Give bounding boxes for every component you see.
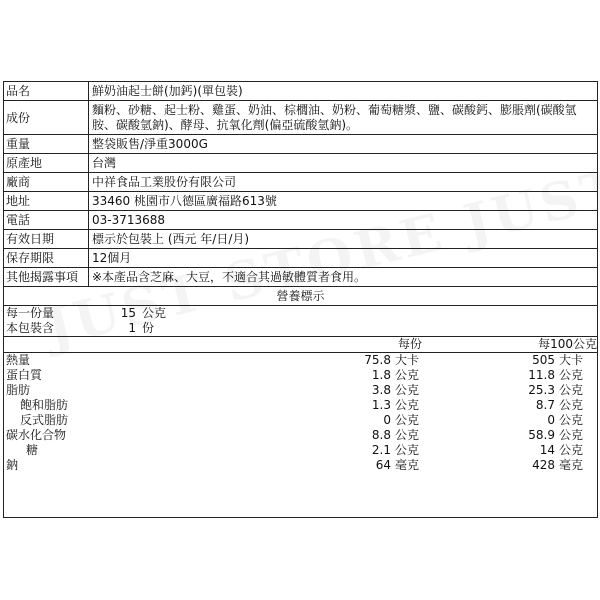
info-row-expiry (4, 230, 597, 249)
nutrient-name: 碳水化合物 (6, 428, 67, 442)
nutrient-name: 反式脂肪 (20, 413, 69, 427)
info-key: 重量 (4, 135, 89, 154)
per-serving-value: 2.1 (371, 443, 391, 457)
serving-label: 每一份量 (6, 306, 55, 320)
per-100g-unit: 公克 (559, 398, 584, 412)
per-100g-unit: 公克 (559, 443, 584, 457)
serving-info (4, 306, 597, 337)
col-per-100g: 每100公克 (538, 337, 597, 351)
info-value: 麵粉、砂糖、起士粉、雞蛋、奶油、棕櫚油、奶粉、葡萄糖漿、鹽、碳酸鈣、膨脹劑(碳酸氫胺、碳酸氫鈉)、酵母、抗氧化劑(偏亞硫酸氫鈉)。 (89, 101, 598, 135)
info-value: 整袋販售/淨重3000G (89, 135, 598, 154)
serving-size-row (6, 306, 595, 321)
nutrient-row (4, 458, 597, 473)
info-key: 電話 (4, 211, 89, 230)
per-serving-value: 1.8 (371, 368, 391, 382)
per-serving-value: 75.8 (364, 353, 391, 367)
info-value: 鮮奶油起士餅(加鈣)(單包裝) (89, 82, 598, 101)
serving-value: 15 (120, 306, 136, 320)
per-100g-value: 58.9 (528, 428, 555, 442)
info-value: 台灣 (89, 154, 598, 173)
servings-value: 1 (128, 321, 136, 335)
info-row-origin (4, 154, 597, 173)
info-value: 12個月 (89, 249, 598, 268)
per-100g-value: 11.8 (528, 368, 555, 382)
per-100g-unit: 毫克 (559, 458, 584, 472)
serving-unit: 公克 (142, 306, 167, 320)
nutrition-table (4, 337, 597, 473)
per-serving-unit: 公克 (395, 413, 420, 427)
per-serving-unit: 公克 (395, 398, 420, 412)
info-key: 成份 (4, 101, 89, 135)
nutrient-row (4, 383, 597, 398)
info-key: 廠商 (4, 173, 89, 192)
per-100g-unit: 大卡 (559, 353, 584, 367)
per-serving-value: 64 (375, 458, 391, 472)
servings-unit: 份 (142, 321, 155, 335)
info-value: 標示於包裝上 (西元 年/日/月) (89, 230, 598, 249)
col-per-serving: 每份 (397, 337, 422, 351)
per-100g-unit: 公克 (559, 368, 584, 382)
per-100g-unit: 公克 (559, 428, 584, 442)
nutrient-row (4, 428, 597, 443)
info-row-weight (4, 135, 597, 154)
nutrition-header (4, 337, 597, 353)
per-100g-value: 505 (532, 353, 555, 367)
info-key: 保存期限 (4, 249, 89, 268)
info-row-name (4, 82, 597, 101)
info-row-ingredients (4, 101, 597, 135)
info-value: 03-3713688 (89, 211, 598, 230)
info-row-disclosure (4, 268, 597, 287)
info-value: 33460 桃園市八德區廣福路613號 (89, 192, 598, 211)
info-key: 原產地 (4, 154, 89, 173)
info-row-shelf-life (4, 249, 597, 268)
nutrient-name: 飽和脂肪 (20, 398, 69, 412)
nutrition-title: 營養標示 (4, 287, 597, 306)
nutrient-row (4, 443, 597, 458)
info-value: ※本產品含芝麻、大豆，不適合其過敏體質者食用。 (89, 268, 598, 287)
nutrient-name: 鈉 (6, 458, 19, 472)
per-100g-value: 0 (547, 413, 555, 427)
info-key: 地址 (4, 192, 89, 211)
nutrient-name: 糖 (26, 443, 39, 457)
info-row-address (4, 192, 597, 211)
info-row-phone (4, 211, 597, 230)
info-key: 品名 (4, 82, 89, 101)
product-info-table (4, 82, 597, 287)
per-serving-unit: 毫克 (395, 458, 420, 472)
nutrient-name: 脂肪 (6, 383, 31, 397)
per-serving-unit: 大卡 (395, 353, 420, 367)
nutrient-name: 熱量 (6, 353, 31, 367)
info-row-manufacturer (4, 173, 597, 192)
per-serving-value: 1.3 (371, 398, 391, 412)
per-100g-value: 25.3 (528, 383, 555, 397)
per-100g-value: 8.7 (535, 398, 555, 412)
per-serving-unit: 公克 (395, 443, 420, 457)
per-100g-value: 14 (539, 443, 555, 457)
per-serving-unit: 公克 (395, 428, 420, 442)
nutrient-row (4, 368, 597, 383)
per-serving-value: 0 (383, 413, 391, 427)
servings-label: 本包裝含 (6, 321, 55, 335)
info-value: 中祥食品工業股份有限公司 (89, 173, 598, 192)
nutrient-row (4, 353, 597, 368)
nutrition-rows (4, 353, 597, 473)
per-100g-value: 428 (532, 458, 555, 472)
per-serving-unit: 公克 (395, 383, 420, 397)
per-serving-value: 8.8 (371, 428, 391, 442)
per-100g-unit: 公克 (559, 383, 584, 397)
info-key: 有效日期 (4, 230, 89, 249)
per-serving-value: 3.8 (371, 383, 391, 397)
per-serving-unit: 公克 (395, 368, 420, 382)
product-info-sheet (3, 81, 598, 518)
nutrient-name: 蛋白質 (6, 368, 43, 382)
info-key: 其他揭露事項 (4, 268, 89, 287)
per-100g-unit: 公克 (559, 413, 584, 427)
nutrient-row (4, 398, 597, 413)
servings-per-pack-row (6, 321, 595, 336)
nutrient-row (4, 413, 597, 428)
